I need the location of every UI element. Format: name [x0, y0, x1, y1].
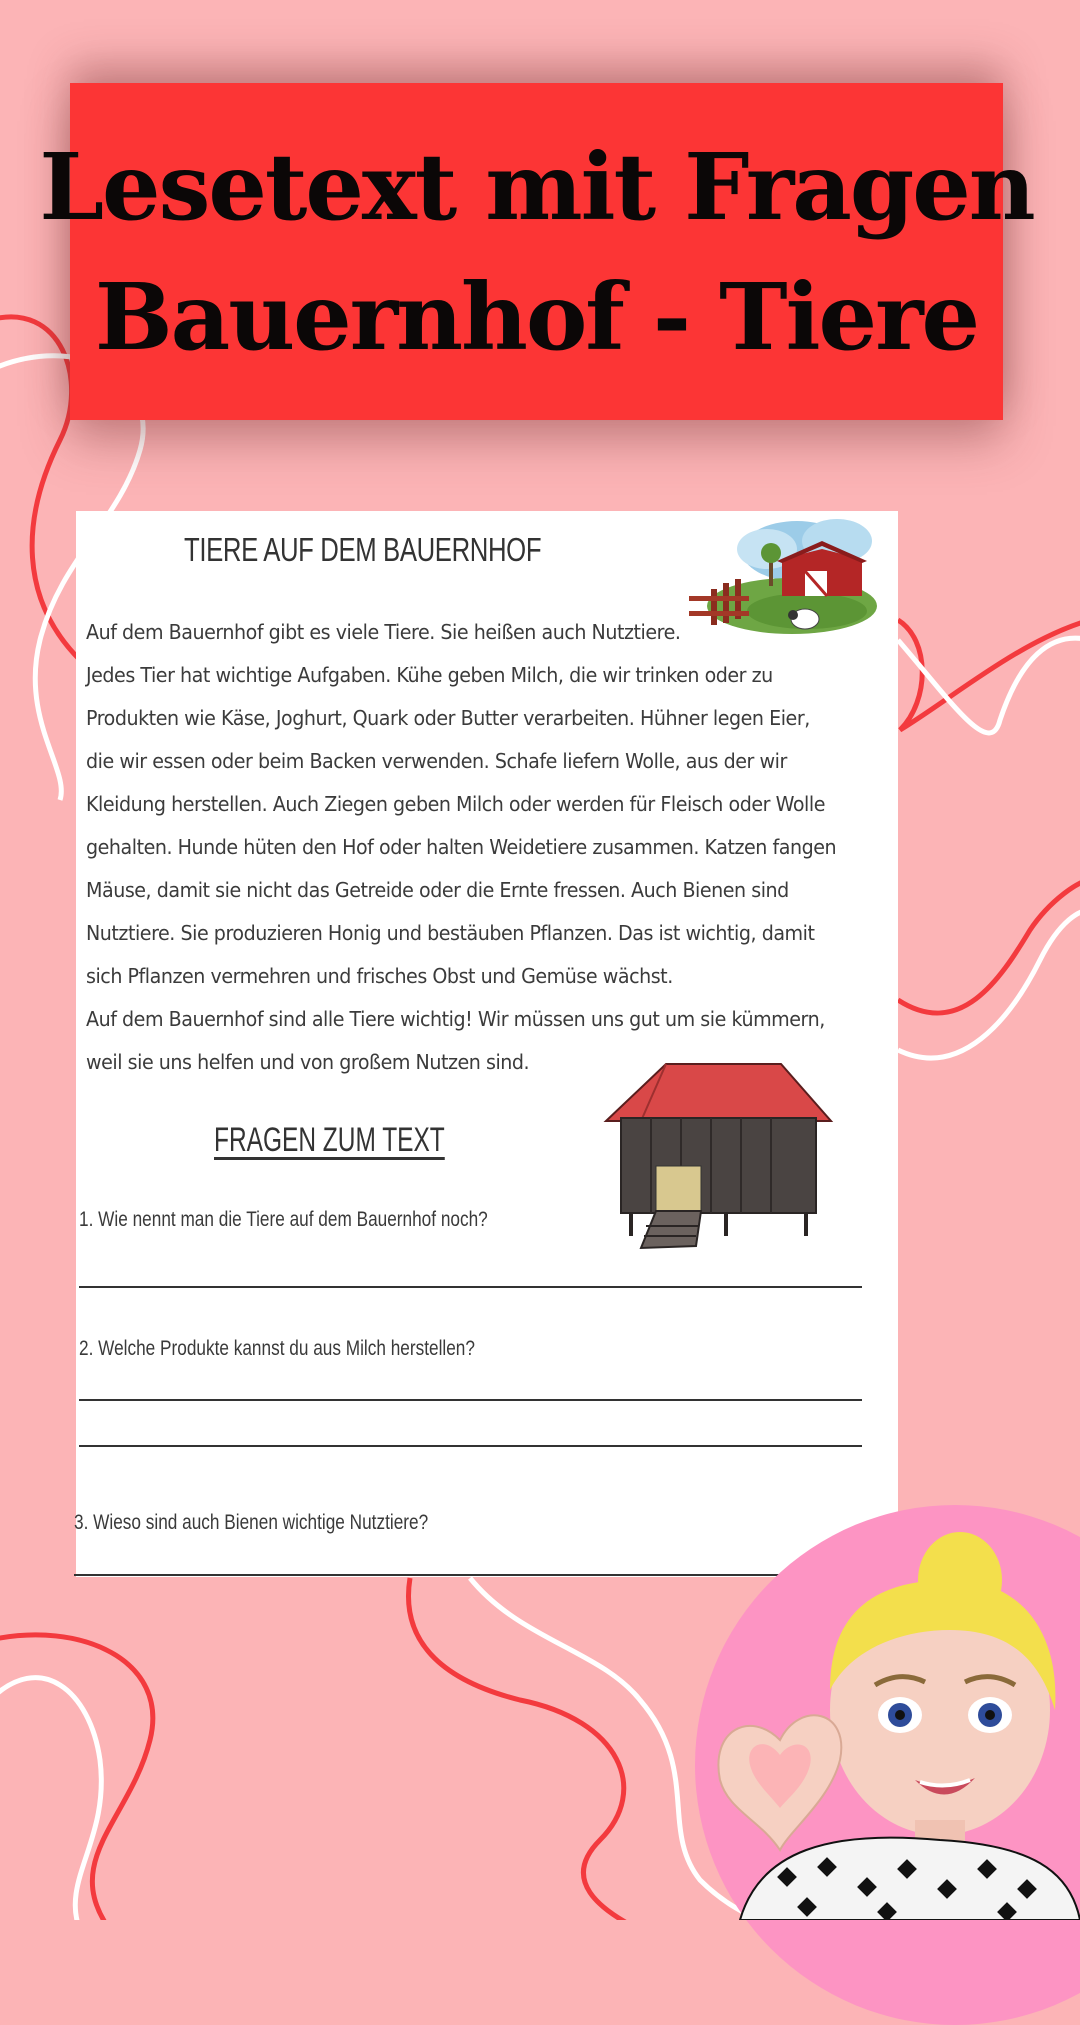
question-1: 1. Wie nennt man die Tiere auf dem Bauernhof noch? [79, 1208, 488, 1231]
text-line: weil sie uns helfen und von großem Nutzen sind. [86, 1050, 530, 1074]
worksheet [76, 511, 898, 1577]
text-line: Nutztiere. Sie produzieren Honig und bestäuben Pflanzen. Das ist wichtig, damit [86, 921, 815, 945]
text-line: sich Pflanzen vermehren und frisches Obst und Gemüse wächst. [86, 964, 673, 988]
answer-line-2a[interactable] [79, 1399, 862, 1401]
title-line-2: Bauernhof - Tiere [94, 262, 979, 371]
text-line: gehalten. Hunde hüten den Hof oder halten Weidetiere zusammen. Katzen fangen [86, 835, 837, 859]
question-3: 3. Wieso sind auch Bienen wichtige Nutztiere? [74, 1511, 429, 1534]
text-line: Auf dem Bauernhof sind alle Tiere wichtig! Wir müssen uns gut um sie kümmern, [86, 1007, 825, 1031]
text-line: Auf dem Bauernhof gibt es viele Tiere. Sie heißen auch Nutztiere. [86, 620, 681, 644]
answer-line-1[interactable] [79, 1286, 862, 1288]
avatar-heart-hands-icon [700, 1510, 1080, 1920]
chicken-coop-illustration-icon [596, 1056, 836, 1256]
reading-text [86, 611, 846, 1084]
text-line: die wir essen oder beim Backen verwenden. Schafe liefern Wolle, aus der wir [86, 749, 787, 773]
text-line: Produkten wie Käse, Joghurt, Quark oder Butter verarbeiten. Hühner legen Eier, [86, 706, 810, 730]
answer-line-2b[interactable] [79, 1445, 862, 1447]
worksheet-heading: TIERE AUF DEM BAUERNHOF [184, 531, 542, 568]
text-line: Mäuse, damit sie nicht das Getreide oder die Ernte fressen. Auch Bienen sind [86, 878, 789, 902]
text-line: Jedes Tier hat wichtige Aufgaben. Kühe geben Milch, die wir trinken oder zu [86, 663, 773, 687]
questions-heading: FRAGEN ZUM TEXT [214, 1121, 445, 1159]
title-banner [39, 83, 1034, 420]
text-line: Kleidung herstellen. Auch Ziegen geben Milch oder werden für Fleisch oder Wolle [86, 792, 825, 816]
question-2: 2. Welche Produkte kannst du aus Milch herstellen? [79, 1337, 475, 1360]
title-line-1: Lesetext mit Fragen [39, 132, 1034, 241]
